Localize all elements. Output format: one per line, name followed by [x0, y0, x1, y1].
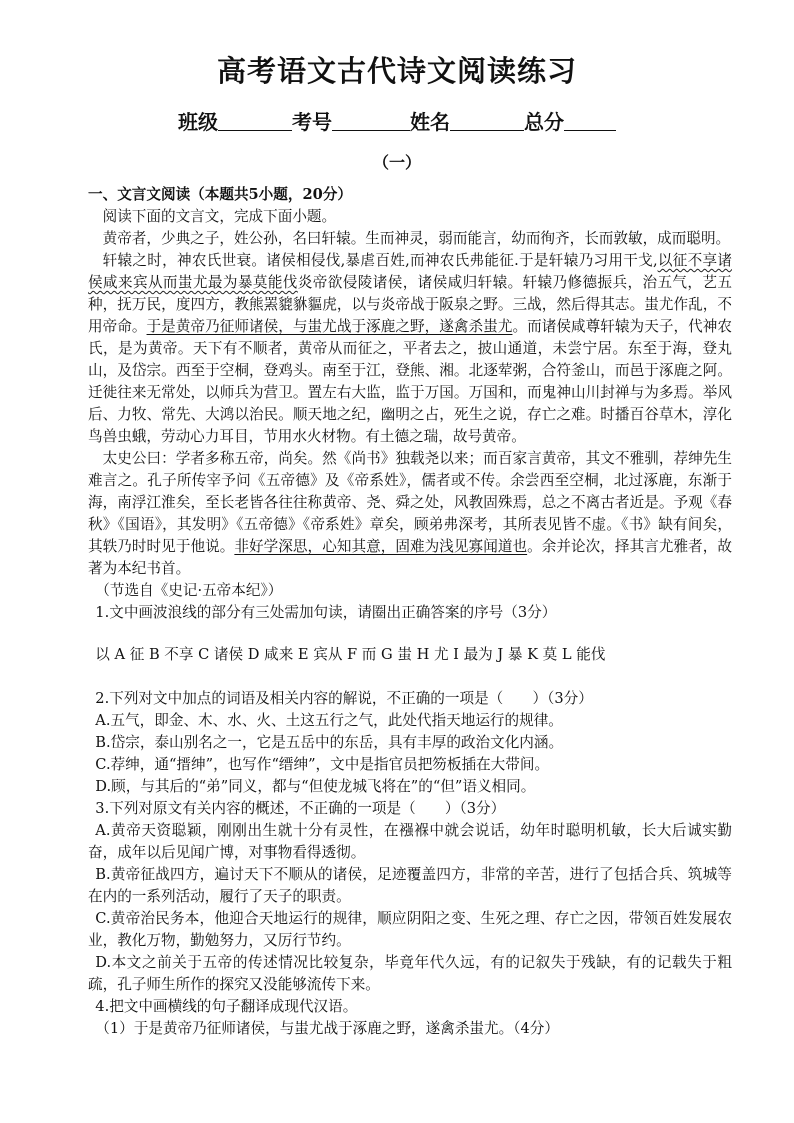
question-3-option-d: D.本文之前关于五帝的传述情况比较复杂，毕竟年代久远，有的记叙失于残缺，有的记载失于粗疏，孔子师生所作的探究又没能够流传下来。 [88, 954, 732, 993]
spacer [88, 666, 732, 688]
underlined-sentence-1: 于是黄帝乃征师诸侯，与蚩尤战于涿鹿之野，遂禽杀蚩尤 [146, 318, 513, 335]
passage-text: 。余并论次，择其言尤雅者，故著为本纪书首。 [88, 538, 732, 577]
passage-text: 。而诸侯咸尊轩辕为天子，代神农氏，是为黄帝。天下有不顺者，黄帝从而征之，平者去之，披山通道，未尝宁居。东至于海，登丸山，及岱宗。西至于空桐，登鸡头。南至于江，登熊、湘。北逐荤粥，合符釜山，而邑于涿鹿之阿。迁徙往来无常处，以师兵为营卫。置左右大监，监于万国。万国和，而鬼神山川封禅与为多焉。举风后、力牧、常先、大鸿以治民。顺天地之纪，幽明之占，死生之说，存亡之难。时播百谷草木，淳化鸟兽虫蛾，劳动心力耳目，节用水火材物。有土德之瑞，故号黄帝。 [88, 318, 732, 445]
name-label: 姓名 [410, 110, 450, 134]
question-2-option-c: C.荐绅，通“搢绅”，也写作“缙绅”，文中是指官员把笏板插在大带间。 [95, 756, 550, 773]
question-2-option-d: D.顾，与其后的“弟”同义，都与“但使龙城飞将在”的“但”语义相同。 [95, 778, 536, 795]
exam-no-label: 考号 [292, 110, 332, 134]
underlined-sentence-2: 非好学深思，心知其意，固难为浅见寡闻道也 [234, 538, 528, 555]
question-2-option-b: B.岱宗，泰山别名之一，它是五岳中的东岳，具有丰厚的政治文化内涵。 [95, 734, 564, 751]
section-heading: 一、文言文阅读（本题共5小题，20分） [88, 186, 352, 203]
part-number: （一） [372, 153, 421, 172]
passage-paragraph-1: 黄帝者，少典之子，姓公孙，名曰轩辕。生而神灵，弱而能言，幼而徇齐，长而敦敏，成而聪明。 [102, 230, 731, 247]
question-2: 2.下列对文中加点的词语及相关内容的解说，不正确的一项是（ ）（3分） [95, 690, 593, 707]
exam-no-blank[interactable] [332, 112, 410, 131]
wavy-underlined-text: 以征不享诸侯咸来宾从而蚩尤最为暴莫能伐 [88, 252, 732, 291]
spacer [88, 624, 732, 644]
score-blank[interactable] [564, 112, 616, 131]
question-1: 1.文中画波浪线的部分有三处需加句读，请圈出正确答案的序号（3分） [95, 604, 557, 621]
question-4: 4.把文中画横线的句子翻译成现代汉语。 [95, 998, 358, 1015]
question-3-option-b: B.黄帝征战四方，遍讨天下不顺从的诸侯，足迹覆盖四方，非常的辛苦，进行了包括合兵、筑城等在内的一系列活动，履行了天子的职责。 [88, 866, 732, 905]
class-blank[interactable] [218, 112, 292, 131]
passage-paragraph-2 [88, 250, 732, 448]
name-blank[interactable] [450, 112, 524, 131]
passage-text: 轩辕之时，神农氏世衰。诸侯相侵伐,暴虐百姓,而神农氏弗能征.于是轩辕乃习用干戈, [102, 252, 658, 269]
question-4-item-1: （1）于是黄帝乃征师诸侯，与蚩尤战于涿鹿之野，遂禽杀蚩尤。（4分） [95, 1020, 559, 1037]
page-title: 高考语文古代诗文阅读练习 [216, 54, 577, 88]
passage-text: 太史公曰：学者多称五帝，尚矣。然《尚书》独载尧以来；而百家言黄帝，其文不雅驯，荐绅先生难言之。孔子所传宰予问《五帝德》及《帝系姓》，儒者或不传。余尝西至空桐，北过涿鹿，东渐于海，南浮江淮矣，至长老皆各往往称黄帝、尧、舜之处，风教固殊焉，总之不离古者近是。予观《春秋》《国语》，其发明》《五帝德》《帝系姓》章矣，顾弟弗深考，其所表见皆不虚。《书》缺有间矣，其轶乃时时见于他说。 [88, 450, 732, 555]
passage-source: （节选自《史记·五帝本纪》） [95, 582, 283, 599]
class-label: 班级 [178, 110, 218, 134]
document-body [88, 184, 732, 1040]
passage-text: 炎帝欲侵陵诸侯，诸侯咸归轩辕。轩辕乃修德振兵，治五气，艺五种，抚万民，度四方，教熊罴貔貅貙虎，以与炎帝战于阪泉之野。三战，然后得其志。蚩尤作乱，不用帝命。 [88, 274, 732, 335]
passage-paragraph-3 [88, 448, 732, 580]
section-instruction: 阅读下面的文言文，完成下面小题。 [102, 208, 337, 225]
question-3: 3.下列对原文有关内容的概述，不正确的一项是（ ）（3分） [95, 800, 506, 817]
score-label: 总分 [524, 110, 564, 134]
question-1-options: 以 A 征 B 不享 C 诸侯 D 咸来 E 宾从 F 而 G 蚩 H 尤 I 最为 J 暴 K 莫 L 能伐 [95, 646, 606, 663]
question-3-option-a: A.黄帝天资聪颖，刚刚出生就十分有灵性，在襁褓中就会说话，幼年时聪明机敏，长大后诚实勤奋，成年以后见闻广博，对事物看得透彻。 [88, 822, 732, 861]
student-info-line [0, 111, 794, 133]
question-3-option-c: C.黄帝治民务本，他迎合天地运行的规律，顺应阴阳之变、生死之理、存亡之因，带领百姓发展农业，教化万物，勤勉努力，又厉行节约。 [88, 910, 732, 949]
question-2-option-a: A.五气，即金、木、水、火、土这五行之气，此处代指天地运行的规律。 [95, 712, 563, 729]
